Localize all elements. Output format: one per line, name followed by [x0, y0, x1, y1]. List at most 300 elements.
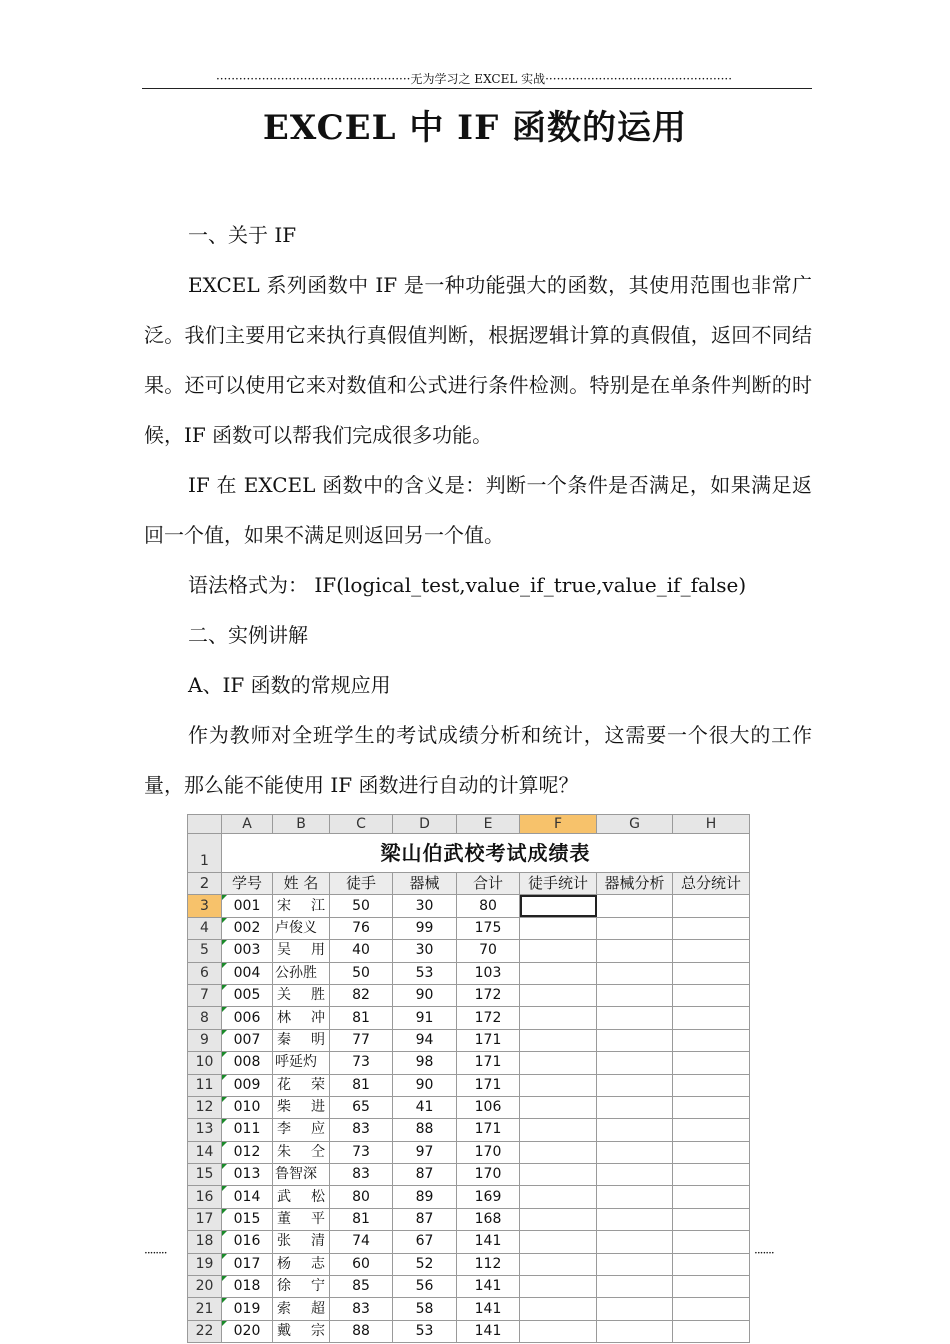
unarmed-stat-cell[interactable]	[520, 940, 597, 962]
table-row	[188, 1119, 750, 1141]
weapon-analysis-cell[interactable]	[597, 917, 673, 939]
total-stat-cell[interactable]	[673, 1141, 750, 1163]
student-id-text: 016	[233, 1233, 261, 1250]
unarmed-score-cell[interactable]: 83	[330, 1119, 393, 1141]
total-score-cell[interactable]: 169	[457, 1186, 520, 1208]
text-number-marker-icon	[222, 1119, 227, 1124]
header-row	[188, 873, 750, 895]
student-id-cell[interactable]	[222, 1208, 273, 1230]
student-name-cell[interactable]	[273, 1208, 330, 1230]
student-name-text: 清	[311, 1233, 325, 1250]
total-stat-cell[interactable]	[673, 917, 750, 939]
student-id-text: 011	[233, 1121, 261, 1138]
student-id-text: 003	[233, 942, 261, 959]
unarmed-score-cell[interactable]: 83	[330, 1298, 393, 1320]
student-id-cell[interactable]	[222, 1096, 273, 1118]
weapon-score-cell[interactable]: 87	[393, 1164, 457, 1186]
header-cell[interactable]: 姓 名	[273, 873, 330, 895]
total-stat-cell[interactable]	[673, 1074, 750, 1096]
student-name-text: 宗	[311, 1323, 325, 1339]
student-name-text: 花	[277, 1076, 291, 1093]
total-score-cell[interactable]: 106	[457, 1096, 520, 1118]
student-name-cell[interactable]	[273, 1141, 330, 1163]
table-row	[188, 1096, 750, 1118]
column-header[interactable]: C	[330, 815, 393, 834]
unarmed-score-cell[interactable]: 81	[330, 1208, 393, 1230]
student-name-cell[interactable]	[273, 1119, 330, 1141]
total-stat-cell[interactable]	[673, 1029, 750, 1051]
weapon-analysis-cell[interactable]	[597, 1320, 673, 1342]
weapon-analysis-cell[interactable]	[597, 1141, 673, 1163]
student-name-text: 荣	[311, 1076, 325, 1093]
student-name-text: 宋	[277, 897, 291, 914]
text-number-marker-icon	[222, 1231, 227, 1236]
weapon-score-cell[interactable]: 52	[393, 1253, 457, 1275]
paragraph-example: 作为教师对全班学生的考试成绩分析和统计，这需要一个很大的工作量，那么能不能使用 IF 函数进行自动的计算呢？	[144, 723, 812, 797]
student-name-text: 关	[277, 987, 291, 1004]
student-id-cell[interactable]	[222, 917, 273, 939]
total-score-cell[interactable]: 168	[457, 1208, 520, 1230]
total-score-cell[interactable]: 172	[457, 984, 520, 1006]
unarmed-stat-cell[interactable]	[520, 1029, 597, 1051]
total-score-cell[interactable]: 170	[457, 1164, 520, 1186]
student-id-cell[interactable]	[222, 1320, 273, 1342]
student-name-cell[interactable]	[273, 984, 330, 1006]
total-stat-cell[interactable]	[673, 1186, 750, 1208]
unarmed-score-cell[interactable]: 88	[330, 1320, 393, 1342]
row-header[interactable]: 4	[188, 917, 222, 939]
table-row	[188, 1186, 750, 1208]
student-name-text: 仝	[311, 1143, 325, 1160]
unarmed-score-cell[interactable]: 50	[330, 962, 393, 984]
unarmed-stat-cell[interactable]	[520, 1253, 597, 1275]
paragraph-intro: EXCEL 系列函数中 IF 是一种功能强大的函数，其使用范围也非常广泛。我们主要用它来执行真假值判断，根据逻辑计算的真假值，返回不同结果。还可以使用它来对数值和公式进行条件检测。特别是在单条件判断的时候，IF 函数可以帮我们完成很多功能。	[144, 273, 812, 447]
student-name-text: 呼延灼	[275, 1054, 317, 1071]
total-stat-cell[interactable]	[673, 1052, 750, 1074]
unarmed-stat-cell[interactable]	[520, 1208, 597, 1230]
student-name-cell[interactable]	[273, 1007, 330, 1029]
student-id-cell[interactable]	[222, 1007, 273, 1029]
text-number-marker-icon	[222, 1298, 227, 1303]
total-score-cell[interactable]: 103	[457, 962, 520, 984]
weapon-score-cell[interactable]: 98	[393, 1052, 457, 1074]
total-score-cell[interactable]: 171	[457, 1029, 520, 1051]
student-id-cell[interactable]	[222, 1074, 273, 1096]
row-header[interactable]: 6	[188, 962, 222, 984]
text-number-marker-icon	[222, 1030, 227, 1035]
footer-dots-left: ········	[144, 1246, 167, 1260]
text-number-marker-icon	[222, 895, 227, 900]
weapon-score-cell[interactable]: 90	[393, 1074, 457, 1096]
header-cell[interactable]: 学号	[222, 873, 273, 895]
unarmed-score-cell[interactable]: 40	[330, 940, 393, 962]
student-name-text: 平	[311, 1211, 325, 1228]
text-number-marker-icon	[222, 1097, 227, 1102]
table-row	[188, 1298, 750, 1320]
student-id-cell[interactable]	[222, 1276, 273, 1298]
total-score-cell[interactable]: 171	[457, 1052, 520, 1074]
student-name-text: 鲁智深	[275, 1166, 317, 1183]
weapon-analysis-cell[interactable]	[597, 1119, 673, 1141]
unarmed-score-cell[interactable]: 65	[330, 1096, 393, 1118]
text-number-marker-icon	[222, 1321, 227, 1326]
spreadsheet-screenshot	[187, 814, 753, 1344]
unarmed-stat-cell[interactable]	[520, 1096, 597, 1118]
subsection-heading-a: A、IF 函数的常规应用	[188, 673, 391, 697]
student-id-text: 005	[233, 987, 261, 1004]
student-id-text: 017	[233, 1255, 261, 1272]
unarmed-stat-cell[interactable]	[520, 1141, 597, 1163]
text-number-marker-icon	[222, 1164, 227, 1169]
select-all-corner[interactable]	[188, 815, 222, 834]
student-name-text: 李	[277, 1121, 291, 1138]
unarmed-score-cell[interactable]: 77	[330, 1029, 393, 1051]
unarmed-score-cell[interactable]: 74	[330, 1231, 393, 1253]
total-stat-cell[interactable]	[673, 1253, 750, 1275]
row-header[interactable]: 8	[188, 1007, 222, 1029]
student-name-text: 卢俊义	[275, 919, 317, 936]
row-header[interactable]: 15	[188, 1164, 222, 1186]
student-name-text: 戴	[277, 1323, 291, 1339]
weapon-score-cell[interactable]: 67	[393, 1231, 457, 1253]
student-name-text: 张	[277, 1233, 291, 1250]
weapon-analysis-cell[interactable]	[597, 1298, 673, 1320]
student-name-text: 林	[277, 1009, 291, 1026]
weapon-analysis-cell[interactable]	[597, 1096, 673, 1118]
unarmed-score-cell[interactable]: 81	[330, 1007, 393, 1029]
row-header[interactable]: 17	[188, 1208, 222, 1230]
student-id-cell[interactable]	[222, 1052, 273, 1074]
student-name-cell[interactable]	[273, 1074, 330, 1096]
total-stat-cell[interactable]	[673, 940, 750, 962]
student-id-cell[interactable]	[222, 940, 273, 962]
student-id-text: 015	[233, 1211, 261, 1228]
text-number-marker-icon	[222, 918, 227, 923]
table-row	[188, 1253, 750, 1275]
student-id-text: 010	[233, 1099, 261, 1116]
table-row	[188, 1276, 750, 1298]
total-stat-cell[interactable]	[673, 1208, 750, 1230]
student-id-cell[interactable]	[222, 1164, 273, 1186]
unarmed-score-cell[interactable]: 50	[330, 895, 393, 917]
unarmed-stat-cell[interactable]	[520, 1186, 597, 1208]
unarmed-score-cell[interactable]: 80	[330, 1186, 393, 1208]
row-header[interactable]: 18	[188, 1231, 222, 1253]
student-name-cell[interactable]	[273, 962, 330, 984]
student-name-cell[interactable]	[273, 1164, 330, 1186]
weapon-score-cell[interactable]: 53	[393, 962, 457, 984]
title-row	[188, 834, 750, 873]
unarmed-score-cell[interactable]: 81	[330, 1074, 393, 1096]
weapon-score-cell[interactable]: 53	[393, 1320, 457, 1342]
weapon-score-cell[interactable]: 89	[393, 1186, 457, 1208]
student-id-cell[interactable]	[222, 1119, 273, 1141]
total-stat-cell[interactable]	[673, 1096, 750, 1118]
weapon-analysis-cell[interactable]	[597, 984, 673, 1006]
unarmed-score-cell[interactable]: 83	[330, 1164, 393, 1186]
student-id-cell[interactable]	[222, 895, 273, 917]
weapon-score-cell[interactable]: 41	[393, 1096, 457, 1118]
unarmed-score-cell[interactable]: 73	[330, 1052, 393, 1074]
weapon-score-cell[interactable]: 87	[393, 1208, 457, 1230]
student-id-text: 001	[233, 897, 261, 914]
row-header[interactable]: 14	[188, 1141, 222, 1163]
unarmed-score-cell[interactable]: 73	[330, 1141, 393, 1163]
total-stat-cell[interactable]	[673, 1231, 750, 1253]
total-stat-cell[interactable]	[673, 1276, 750, 1298]
total-stat-cell[interactable]	[673, 1320, 750, 1342]
weapon-score-cell[interactable]: 30	[393, 940, 457, 962]
table-row	[188, 1074, 750, 1096]
total-score-cell[interactable]: 70	[457, 940, 520, 962]
weapon-score-cell[interactable]: 94	[393, 1029, 457, 1051]
header-cell[interactable]: 徒手统计	[520, 873, 597, 895]
column-header[interactable]: H	[673, 815, 750, 834]
header-cell[interactable]: 器械分析	[597, 873, 673, 895]
weapon-analysis-cell[interactable]	[597, 1007, 673, 1029]
header-cell[interactable]: 总分统计	[673, 873, 750, 895]
student-name-text: 徐	[277, 1278, 291, 1295]
unarmed-stat-cell[interactable]	[520, 1074, 597, 1096]
student-id-text: 013	[233, 1166, 261, 1183]
header-rule	[142, 88, 812, 89]
unarmed-score-cell[interactable]: 76	[330, 917, 393, 939]
total-stat-cell[interactable]	[673, 1119, 750, 1141]
student-name-text: 索	[277, 1300, 291, 1317]
unarmed-stat-cell[interactable]	[520, 1052, 597, 1074]
unarmed-stat-cell[interactable]	[520, 1320, 597, 1342]
student-name-text: 公孙胜	[275, 964, 317, 981]
weapon-score-cell[interactable]: 99	[393, 917, 457, 939]
column-header-row	[188, 815, 750, 834]
student-name-text: 柴	[277, 1099, 291, 1116]
weapon-analysis-cell[interactable]	[597, 1052, 673, 1074]
student-id-text: 019	[233, 1300, 261, 1317]
row-header[interactable]: 21	[188, 1298, 222, 1320]
section-heading-2: 二、实例讲解	[188, 623, 308, 647]
total-score-cell[interactable]: 172	[457, 1007, 520, 1029]
header-cell[interactable]: 徒手	[330, 873, 393, 895]
row-header[interactable]: 16	[188, 1186, 222, 1208]
student-name-text: 董	[277, 1211, 291, 1228]
total-score-cell[interactable]: 141	[457, 1231, 520, 1253]
student-name-cell[interactable]	[273, 1253, 330, 1275]
student-name-text: 志	[311, 1255, 325, 1272]
weapon-analysis-cell[interactable]	[597, 1074, 673, 1096]
row-header[interactable]: 7	[188, 984, 222, 1006]
column-header[interactable]: F	[520, 815, 597, 834]
total-stat-cell[interactable]	[673, 895, 750, 917]
student-id-cell[interactable]	[222, 962, 273, 984]
text-number-marker-icon	[222, 1254, 227, 1259]
student-id-text: 008	[233, 1054, 261, 1071]
weapon-analysis-cell[interactable]	[597, 940, 673, 962]
student-id-cell[interactable]	[222, 1029, 273, 1051]
student-id-cell[interactable]	[222, 984, 273, 1006]
unarmed-stat-cell[interactable]	[520, 1007, 597, 1029]
row-header[interactable]: 19	[188, 1253, 222, 1275]
table-row	[188, 1007, 750, 1029]
student-name-cell[interactable]	[273, 1186, 330, 1208]
student-name-text: 用	[311, 942, 325, 959]
text-number-marker-icon	[222, 1075, 227, 1080]
total-score-cell[interactable]: 175	[457, 917, 520, 939]
student-name-cell[interactable]	[273, 917, 330, 939]
total-score-cell[interactable]: 141	[457, 1276, 520, 1298]
student-name-text: 武	[277, 1188, 291, 1205]
row-header[interactable]: 22	[188, 1320, 222, 1342]
weapon-analysis-cell[interactable]	[597, 895, 673, 917]
row-header[interactable]: 9	[188, 1029, 222, 1051]
header-cell[interactable]: 器械	[393, 873, 457, 895]
total-score-cell[interactable]: 171	[457, 1119, 520, 1141]
table-row	[188, 1052, 750, 1074]
student-name-text: 超	[311, 1300, 325, 1317]
column-header[interactable]: B	[273, 815, 330, 834]
table-row	[188, 1164, 750, 1186]
unarmed-stat-cell[interactable]	[520, 984, 597, 1006]
row-header[interactable]: 11	[188, 1074, 222, 1096]
student-id-cell[interactable]	[222, 1141, 273, 1163]
weapon-analysis-cell[interactable]	[597, 1208, 673, 1230]
weapon-score-cell[interactable]: 58	[393, 1298, 457, 1320]
table-row	[188, 1320, 750, 1342]
student-name-text: 进	[311, 1099, 325, 1116]
total-score-cell[interactable]: 170	[457, 1141, 520, 1163]
table-row	[188, 1208, 750, 1230]
weapon-analysis-cell[interactable]	[597, 962, 673, 984]
student-id-text: 012	[233, 1143, 261, 1160]
page-header: ···················································无为学习之 EXCEL 实战·················································	[215, 72, 733, 86]
student-name-text: 江	[311, 897, 325, 914]
student-id-text: 006	[233, 1009, 261, 1026]
table-row	[188, 895, 750, 917]
total-score-cell[interactable]: 141	[457, 1298, 520, 1320]
total-score-cell[interactable]: 141	[457, 1320, 520, 1342]
unarmed-score-cell[interactable]: 85	[330, 1276, 393, 1298]
unarmed-score-cell[interactable]: 82	[330, 984, 393, 1006]
document-title: EXCEL 中 IF 函数的运用	[262, 108, 688, 148]
student-id-cell[interactable]	[222, 1253, 273, 1275]
student-id-cell[interactable]	[222, 1186, 273, 1208]
student-name-text: 冲	[311, 1009, 325, 1026]
weapon-analysis-cell[interactable]	[597, 1029, 673, 1051]
text-number-marker-icon	[222, 1186, 227, 1191]
student-name-text: 杨	[277, 1255, 291, 1272]
column-header[interactable]: E	[457, 815, 520, 834]
total-stat-cell[interactable]	[673, 1164, 750, 1186]
unarmed-stat-cell[interactable]	[520, 1119, 597, 1141]
student-name-text: 松	[311, 1188, 325, 1205]
student-name-cell[interactable]	[273, 1320, 330, 1342]
row-header[interactable]: 12	[188, 1096, 222, 1118]
weapon-analysis-cell[interactable]	[597, 1186, 673, 1208]
unarmed-stat-cell[interactable]	[520, 1276, 597, 1298]
unarmed-stat-cell[interactable]	[520, 962, 597, 984]
unarmed-stat-cell[interactable]	[520, 1231, 597, 1253]
total-stat-cell[interactable]	[673, 1007, 750, 1029]
weapon-score-cell[interactable]: 30	[393, 895, 457, 917]
unarmed-stat-cell[interactable]	[520, 1164, 597, 1186]
student-name-cell[interactable]	[273, 1096, 330, 1118]
row-header[interactable]: 2	[188, 873, 222, 895]
total-stat-cell[interactable]	[673, 1298, 750, 1320]
weapon-score-cell[interactable]: 56	[393, 1276, 457, 1298]
weapon-score-cell[interactable]: 90	[393, 984, 457, 1006]
column-header[interactable]: A	[222, 815, 273, 834]
student-name-cell[interactable]	[273, 1029, 330, 1051]
total-score-cell[interactable]: 112	[457, 1253, 520, 1275]
student-id-text: 018	[233, 1278, 261, 1295]
row-header[interactable]: 20	[188, 1276, 222, 1298]
student-name-cell[interactable]	[273, 1276, 330, 1298]
weapon-score-cell[interactable]: 97	[393, 1141, 457, 1163]
student-name-cell[interactable]	[273, 940, 330, 962]
column-header[interactable]: G	[597, 815, 673, 834]
student-id-text: 014	[233, 1188, 261, 1205]
row-header[interactable]: 3	[188, 895, 222, 917]
unarmed-stat-cell[interactable]	[520, 1298, 597, 1320]
text-number-marker-icon	[222, 1276, 227, 1281]
row-header[interactable]: 5	[188, 940, 222, 962]
student-id-text: 002	[233, 919, 261, 936]
text-number-marker-icon	[222, 1209, 227, 1214]
student-name-cell[interactable]	[273, 895, 330, 917]
paragraph-meaning: IF 在 EXCEL 函数中的含义是：判断一个条件是否满足，如果满足返回一个值，如果不满足则返回另一个值。	[144, 473, 812, 547]
student-id-cell[interactable]	[222, 1231, 273, 1253]
header-cell[interactable]: 合计	[457, 873, 520, 895]
student-name-text: 秦	[277, 1031, 291, 1048]
weapon-analysis-cell[interactable]	[597, 1276, 673, 1298]
weapon-analysis-cell[interactable]	[597, 1164, 673, 1186]
student-name-cell[interactable]	[273, 1052, 330, 1074]
student-id-cell[interactable]	[222, 1298, 273, 1320]
row-header[interactable]: 1	[188, 834, 222, 873]
table-row	[188, 1029, 750, 1051]
text-number-marker-icon	[222, 985, 227, 990]
footer-dots-right: ·······	[754, 1246, 774, 1260]
text-number-marker-icon	[222, 1007, 227, 1012]
student-name-text: 吴	[277, 942, 291, 959]
unarmed-stat-cell[interactable]	[520, 895, 597, 917]
student-name-cell[interactable]	[273, 1298, 330, 1320]
total-score-cell[interactable]: 80	[457, 895, 520, 917]
student-name-text: 朱	[277, 1143, 291, 1160]
student-id-text: 009	[233, 1076, 261, 1093]
total-stat-cell[interactable]	[673, 962, 750, 984]
score-table	[187, 814, 750, 1343]
total-stat-cell[interactable]	[673, 984, 750, 1006]
sheet-title-cell[interactable]: 梁山伯武校考试成绩表	[222, 834, 750, 873]
column-header[interactable]: D	[393, 815, 457, 834]
weapon-score-cell[interactable]: 88	[393, 1119, 457, 1141]
unarmed-score-cell[interactable]: 60	[330, 1253, 393, 1275]
weapon-analysis-cell[interactable]	[597, 1253, 673, 1275]
row-header[interactable]: 10	[188, 1052, 222, 1074]
text-number-marker-icon	[222, 940, 227, 945]
table-row	[188, 984, 750, 1006]
table-row	[188, 962, 750, 984]
unarmed-stat-cell[interactable]	[520, 917, 597, 939]
student-name-text: 明	[311, 1031, 325, 1048]
row-header[interactable]: 13	[188, 1119, 222, 1141]
weapon-score-cell[interactable]: 91	[393, 1007, 457, 1029]
student-name-cell[interactable]	[273, 1231, 330, 1253]
total-score-cell[interactable]: 171	[457, 1074, 520, 1096]
table-row	[188, 917, 750, 939]
section-heading-1: 一、关于 IF	[188, 223, 297, 247]
weapon-analysis-cell[interactable]	[597, 1231, 673, 1253]
